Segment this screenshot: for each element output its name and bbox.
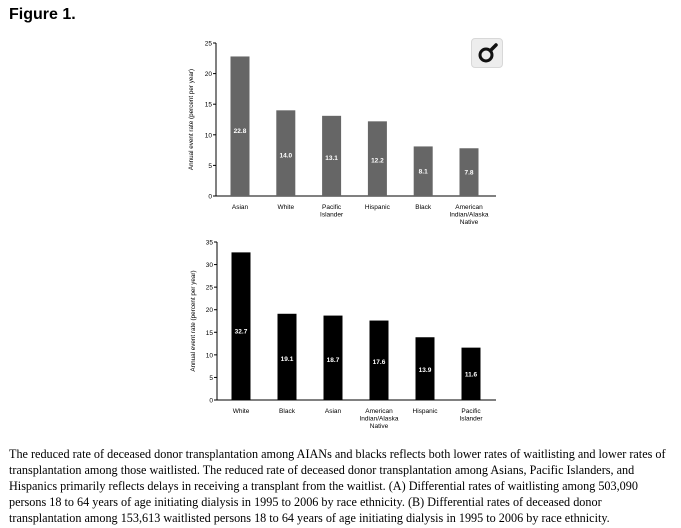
x-tick-label: American	[365, 408, 393, 415]
y-tick-label: 35	[205, 239, 213, 247]
chart-a	[0, 30, 681, 235]
bar	[232, 252, 251, 400]
bar-value-label: 13.9	[418, 366, 432, 374]
x-tick-label: Indian/Alaska	[359, 415, 399, 423]
x-tick-label: Indian/Alaska	[449, 211, 489, 219]
bar-value-label: 19.1	[280, 356, 294, 364]
x-tick-label: Black	[279, 408, 295, 415]
x-tick-label: Islander	[459, 415, 483, 423]
y-tick-label: 25	[204, 40, 212, 48]
y-axis-label: Annual event rate (percent per year)	[188, 68, 195, 171]
bar-value-label: 7.8	[464, 169, 474, 177]
bar-value-label: 8.1	[418, 168, 428, 176]
x-tick-label: Hispanic	[364, 204, 390, 211]
bar-value-label: 17.6	[372, 359, 386, 367]
figure-caption: The reduced rate of deceased donor transplantation among AIANs and blacks reflects both lower rates of waitlisting and lower rates of transplantation among those waitlisted. The reduced rate of deceased donor transplantation among Asians, Pacific Islanders, and Hispanics primarily reflects delays in receiving a transplant from the waitlist. (A) Differential rates of waitlisting among 503,090 persons 18 to 64 years of age initiating dialysis in 1995 to 2006 by race ethnicity. (B) Differential rates of deceased donor transplantation among 153,613 waitlisted persons 18 to 64 years of age initiating dialysis in 1995 to 2006 by race ethnicity.	[9, 447, 666, 525]
bar-value-label: 13.1	[325, 154, 338, 162]
x-tick-label: American	[455, 204, 483, 211]
bar-value-label: 11.6	[464, 371, 478, 379]
bar-value-label: 12.2	[371, 157, 384, 165]
y-tick-label: 20	[204, 71, 212, 79]
y-tick-label: 0	[208, 193, 212, 201]
x-tick-label: White	[277, 204, 295, 211]
bar	[231, 56, 250, 196]
bar-value-label: 32.7	[234, 328, 248, 336]
x-tick-label: Native	[369, 423, 389, 430]
y-tick-label: 5	[209, 374, 213, 382]
y-tick-label: 10	[204, 132, 212, 140]
figure-heading: Figure 1.	[9, 6, 76, 23]
y-tick-label: 30	[205, 262, 213, 270]
x-tick-label: Islander	[320, 211, 344, 219]
x-tick-label: Native	[459, 219, 479, 226]
x-tick-label: Asian	[324, 408, 342, 415]
y-tick-label: 25	[205, 284, 213, 292]
x-tick-label: Hispanic	[412, 408, 438, 415]
x-tick-label: Asian	[231, 204, 249, 211]
x-tick-label: White	[232, 408, 250, 415]
chart-b	[0, 232, 681, 432]
bar-value-label: 22.8	[233, 128, 247, 136]
bar-value-label: 14.0	[279, 152, 293, 160]
y-tick-label: 20	[205, 307, 213, 315]
x-tick-label: Black	[415, 204, 432, 211]
y-tick-label: 0	[209, 397, 213, 405]
y-tick-label: 10	[205, 352, 213, 360]
y-tick-label: 5	[208, 162, 212, 170]
y-tick-label: 15	[205, 329, 213, 337]
bar-value-label: 18.7	[326, 357, 340, 365]
x-tick-label: Pacific	[322, 204, 342, 211]
x-tick-label: Pacific	[461, 408, 481, 415]
y-tick-label: 15	[204, 101, 212, 109]
y-axis-label: Annual event rate (percent per year)	[190, 270, 197, 372]
